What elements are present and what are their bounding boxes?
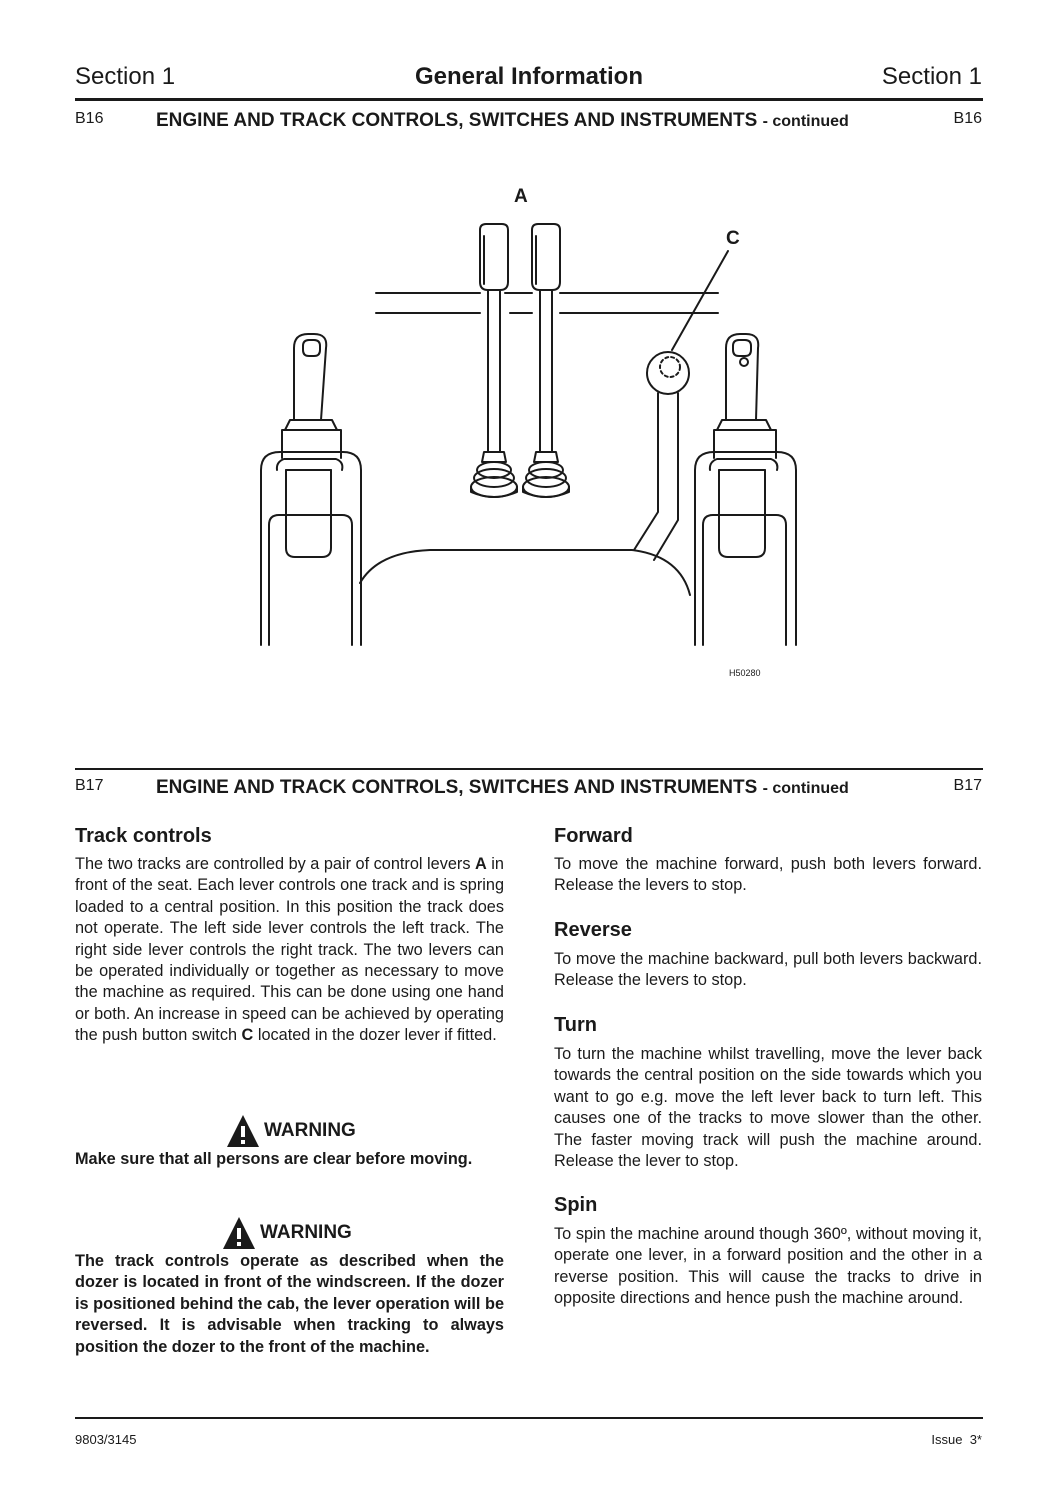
paragraph-text: The two tracks are controlled by a pair of control levers (75, 855, 476, 873)
reverse-heading: Reverse (554, 919, 632, 941)
lever-ref-a: A (475, 855, 487, 873)
warning-label: WARNING (264, 1120, 356, 1141)
section-code-right: B16 (953, 110, 982, 127)
footer-doc-number: 9803/3145 (75, 1432, 137, 1447)
forward-heading: Forward (554, 825, 633, 847)
spin-heading: Spin (554, 1194, 598, 1216)
paragraph-text: in front of the seat. Each lever controls one track and is spring loaded to a central position. In this position the track does not operate. The left side lever controls the left track. The right side lever controls the right track. The two levers can be operated individually or together as necessary to move the machine as required. This can be done using one hand or both. An increase in speed can be achieved by operating the push button switch (75, 855, 504, 1045)
section-title (156, 777, 849, 799)
section-rule (75, 768, 983, 770)
turn-heading: Turn (554, 1014, 597, 1036)
section-code-left: B17 (75, 777, 104, 794)
switch-ref-c: C (241, 1026, 254, 1045)
warning-text: The track controls operate as described when the dozer is located in front of the windscreen. If the dozer is positioned behind the cab, the lever operation will be reversed. It is advisable when tracking to always position the dozer to the front of the machine. (75, 1252, 504, 1356)
warning-title (226, 1114, 356, 1148)
track-controls-paragraph (75, 854, 504, 1047)
turn-text: To turn the machine whilst travelling, move the lever back towards the central position on the side towards which you want to go e.g. move the left lever back to turn left. This causes one of the tracks to move slower than the other. The faster moving track will push the machine around. Release the lever to stop. (554, 1045, 982, 1171)
warning-title (222, 1216, 352, 1250)
header-section-left: Section 1 (75, 63, 176, 90)
warning-text: Make sure that all persons are clear before moving. (75, 1150, 473, 1168)
figure-label-c: C (726, 228, 740, 249)
footer-issue: Issue 3* (931, 1432, 982, 1447)
header-rule (75, 98, 983, 101)
section-title-text: ENGINE AND TRACK CONTROLS, SWITCHES AND INSTRUMENTS (156, 777, 758, 798)
page-title: General Information (414, 63, 644, 90)
paragraph-text: located in the dozer lever if fitted. (253, 1026, 497, 1045)
warning-label: WARNING (260, 1222, 352, 1243)
spin-text: To spin the machine around though 360º, without moving it, operate one lever, in a forward position and the other in a reverse position. This will cause the tracks to drive in opposite directions and hence push the machine around. (554, 1225, 982, 1308)
section-code-left: B16 (75, 110, 104, 127)
controls-illustration (250, 180, 810, 700)
footer-rule (75, 1417, 983, 1419)
section-continued: - continued (762, 780, 849, 797)
section-title-text: ENGINE AND TRACK CONTROLS, SWITCHES AND INSTRUMENTS (156, 110, 758, 131)
section-title (156, 110, 849, 132)
header-section-right: Section 1 (881, 63, 982, 90)
forward-text: To move the machine forward, push both levers forward. Release the levers to stop. (554, 855, 982, 895)
track-controls-heading: Track controls (75, 825, 212, 847)
section-code-right: B17 (953, 777, 982, 794)
section-continued: - continued (762, 113, 849, 130)
figure-reference: H50280 (729, 668, 761, 678)
warning-icon (226, 1114, 260, 1148)
warning-icon (222, 1216, 256, 1250)
reverse-text: To move the machine backward, pull both levers backward. Release the levers to stop. (554, 950, 982, 990)
figure-label-a: A (514, 186, 528, 207)
